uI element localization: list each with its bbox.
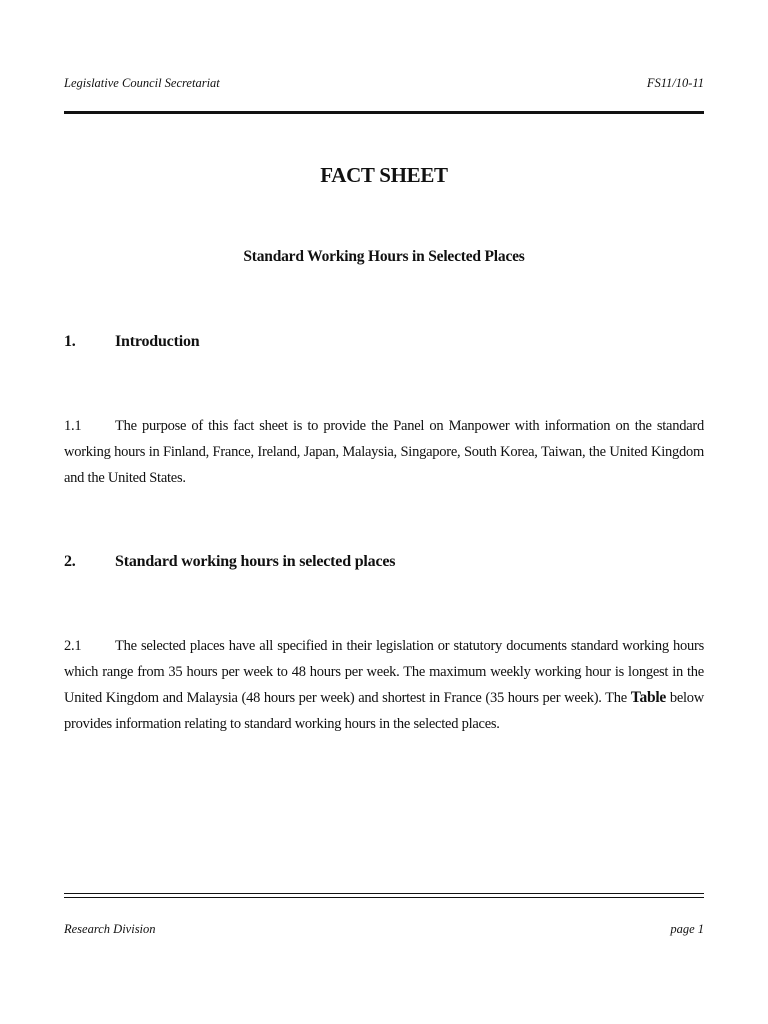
paragraph-1-1 — [64, 413, 704, 491]
header-organization: Legislative Council Secretariat — [64, 76, 220, 90]
footer-division: Research Division — [64, 922, 156, 936]
document-subtitle: Standard Working Hours in Selected Places — [243, 248, 525, 265]
section-number: 1. — [64, 333, 76, 350]
paragraph-2-1 — [64, 633, 704, 737]
paragraph-number: 1.1 — [64, 418, 82, 434]
paragraph-number: 2.1 — [64, 638, 82, 654]
footer-divider — [64, 893, 704, 898]
section-title: Introduction — [115, 333, 200, 350]
table-reference: Table — [630, 689, 667, 706]
paragraph-text-continued: below provides information relating to standard working hours in the selected places. — [64, 690, 704, 732]
section-title: Standard working hours in selected places — [115, 553, 396, 570]
document-title: FACT SHEET — [320, 163, 448, 187]
paragraph-text: The purpose of this fact sheet is to provide the Panel on Manpower with information on the standard working hours in Finland, France, Ireland, Japan, Malaysia, Singapore, South Korea, Taiwan, the United Kingdom and the United States. — [64, 418, 704, 486]
section-heading-standard-working-hours — [64, 553, 395, 571]
section-heading-introduction — [64, 333, 199, 351]
paragraph-text: The selected places have all specified in their legislation or statutory documents standard working hours which range from 35 hours per week to 48 hours per week. The maximum weekly working hour is longest in the United Kingdom and Malaysia (48 hours per week) and shortest in France (35 hours per week). The — [64, 638, 704, 706]
header-document-code: FS11/10-11 — [646, 76, 704, 90]
page-number: page 1 — [670, 922, 704, 936]
header-divider — [64, 111, 704, 114]
section-number: 2. — [64, 553, 76, 570]
